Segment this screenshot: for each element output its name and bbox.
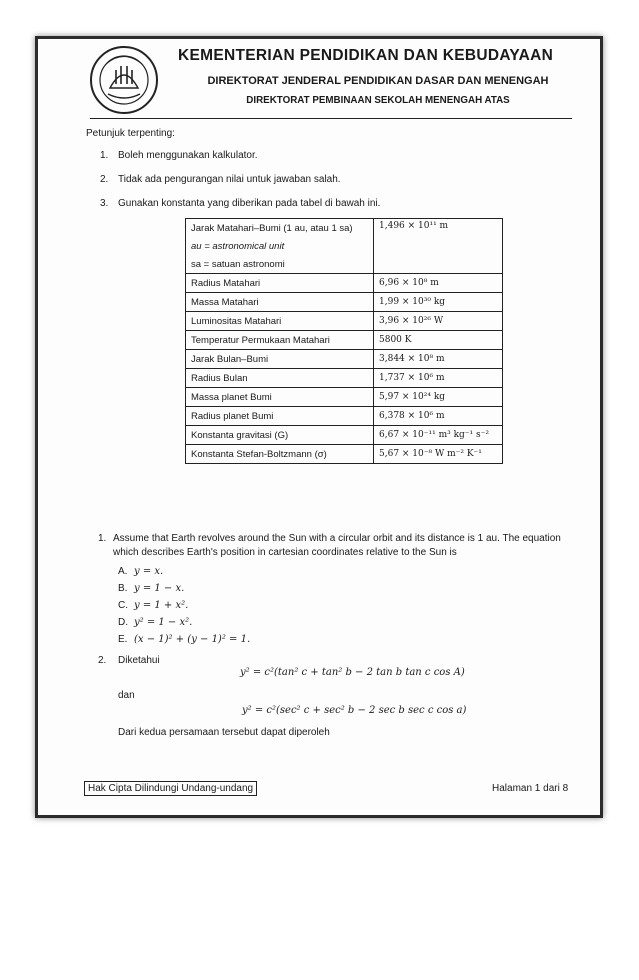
question-1	[98, 532, 578, 560]
table-row	[186, 445, 503, 464]
table-cell-name: Massa planet Bumi	[186, 388, 374, 407]
question-2-intro: Diketahui	[118, 655, 160, 666]
table-cell-value: 3,96 × 10²⁶ W	[374, 312, 503, 331]
table-cell-name: Temperatur Permukaan Matahari	[186, 331, 374, 350]
table-cell-name: Radius Matahari	[186, 274, 374, 293]
option-text: (x − 1)² + (y − 1)² = 1.	[134, 634, 251, 645]
table-cell-value: 1,496 × 10¹¹ m	[374, 219, 503, 274]
table-row	[186, 369, 503, 388]
table-row	[186, 426, 503, 445]
option-text: y = 1 − x.	[134, 583, 185, 594]
table-cell-value: 5800 K	[374, 331, 503, 350]
equation-2: y² = c²(sec² c + sec² b − 2 sec b sec c cos a)	[242, 705, 467, 716]
table-cell-name: Jarak Bulan–Bumi	[186, 350, 374, 369]
option-label: E.	[118, 634, 128, 645]
table-row	[186, 388, 503, 407]
table-cell-value: 1,99 × 10³⁰ kg	[374, 293, 503, 312]
instruction-item	[100, 174, 560, 198]
table-cell-name: Jarak Matahari–Bumi (1 au, atau 1 sa)	[186, 219, 374, 238]
table-cell-name: sa = satuan astronomi	[186, 255, 374, 274]
answer-option	[118, 617, 250, 634]
copyright-notice: Hak Cipta Dilindungi Undang-undang	[84, 781, 257, 796]
instruction-number: 1.	[100, 150, 109, 161]
tut-wuri-handayani-logo	[88, 44, 160, 116]
table-cell-name: Luminositas Matahari	[186, 312, 374, 331]
table-row	[186, 293, 503, 312]
equation-1: y² = c²(tan² c + tan² b − 2 tan b tan c cos A)	[240, 667, 465, 678]
table-row	[186, 312, 503, 331]
page-number: Halaman 1 dari 8	[492, 783, 569, 794]
directorate-general-title: DIREKTORAT JENDERAL PENDIDIKAN DASAR DAN MENENGAH	[207, 75, 549, 87]
header-rule	[90, 118, 572, 119]
directorate-title: DIREKTORAT PEMBINAAN SEKOLAH MENENGAH ATAS	[246, 95, 510, 106]
table-row	[186, 331, 503, 350]
instruction-number: 2.	[100, 174, 109, 185]
option-label: C.	[118, 600, 128, 611]
ministry-title: KEMENTERIAN PENDIDIKAN DAN KEBUDAYAAN	[178, 47, 554, 64]
option-label: A.	[118, 566, 128, 577]
table-cell-value: 3,844 × 10⁸ m	[374, 350, 503, 369]
table-cell-name: Radius Bulan	[186, 369, 374, 388]
table-cell-value: 1,737 × 10⁶ m	[374, 369, 503, 388]
instructions-list	[100, 150, 560, 222]
table-cell-value: 5,97 × 10²⁴ kg	[374, 388, 503, 407]
answer-options	[118, 566, 250, 651]
answer-option	[118, 600, 250, 617]
conjunction-text: dan	[118, 690, 135, 701]
instruction-text: Boleh menggunakan kalkulator.	[118, 150, 258, 161]
instruction-item	[100, 150, 560, 174]
table-row	[186, 274, 503, 293]
table-row	[186, 219, 503, 238]
table-cell-name: Radius planet Bumi	[186, 407, 374, 426]
answer-option	[118, 634, 250, 651]
table-cell-name: Konstanta Stefan-Boltzmann (σ)	[186, 445, 374, 464]
table-cell-name: au = astronomical unit	[186, 237, 374, 255]
answer-option	[118, 566, 250, 583]
option-label: B.	[118, 583, 128, 594]
table-cell-value: 6,96 × 10⁸ m	[374, 274, 503, 293]
option-label: D.	[118, 617, 128, 628]
table-cell-name: Konstanta gravitasi (G)	[186, 426, 374, 445]
table-cell-name: Massa Matahari	[186, 293, 374, 312]
answer-option	[118, 583, 250, 600]
question-number: 2.	[98, 655, 107, 666]
constants-table	[185, 218, 503, 464]
question-number: 1.	[98, 533, 107, 544]
table-row	[186, 407, 503, 426]
table-row	[186, 350, 503, 369]
instruction-text: Gunakan konstanta yang diberikan pada tabel di bawah ini.	[118, 198, 381, 209]
option-text: y = x.	[134, 566, 164, 577]
table-cell-value: 6,67 × 10⁻¹¹ m³ kg⁻¹ s⁻²	[374, 426, 503, 445]
table-cell-value: 6,378 × 10⁶ m	[374, 407, 503, 426]
instruction-number: 3.	[100, 198, 109, 209]
question-2-closing: Dari kedua persamaan tersebut dapat diperoleh	[118, 727, 330, 738]
instructions-title: Petunjuk terpenting:	[86, 128, 175, 139]
option-text: y² = 1 − x².	[134, 617, 193, 628]
instruction-text: Tidak ada pengurangan nilai untuk jawaban salah.	[118, 174, 341, 185]
question-text: Assume that Earth revolves around the Sun with a circular orbit and its distance is 1 au. The equation which describes Earth's position in cartesian coordinates relative to the Sun is	[113, 533, 561, 558]
table-cell-value: 5,67 × 10⁻⁸ W m⁻² K⁻¹	[374, 445, 503, 464]
option-text: y = 1 + x².	[134, 600, 189, 611]
